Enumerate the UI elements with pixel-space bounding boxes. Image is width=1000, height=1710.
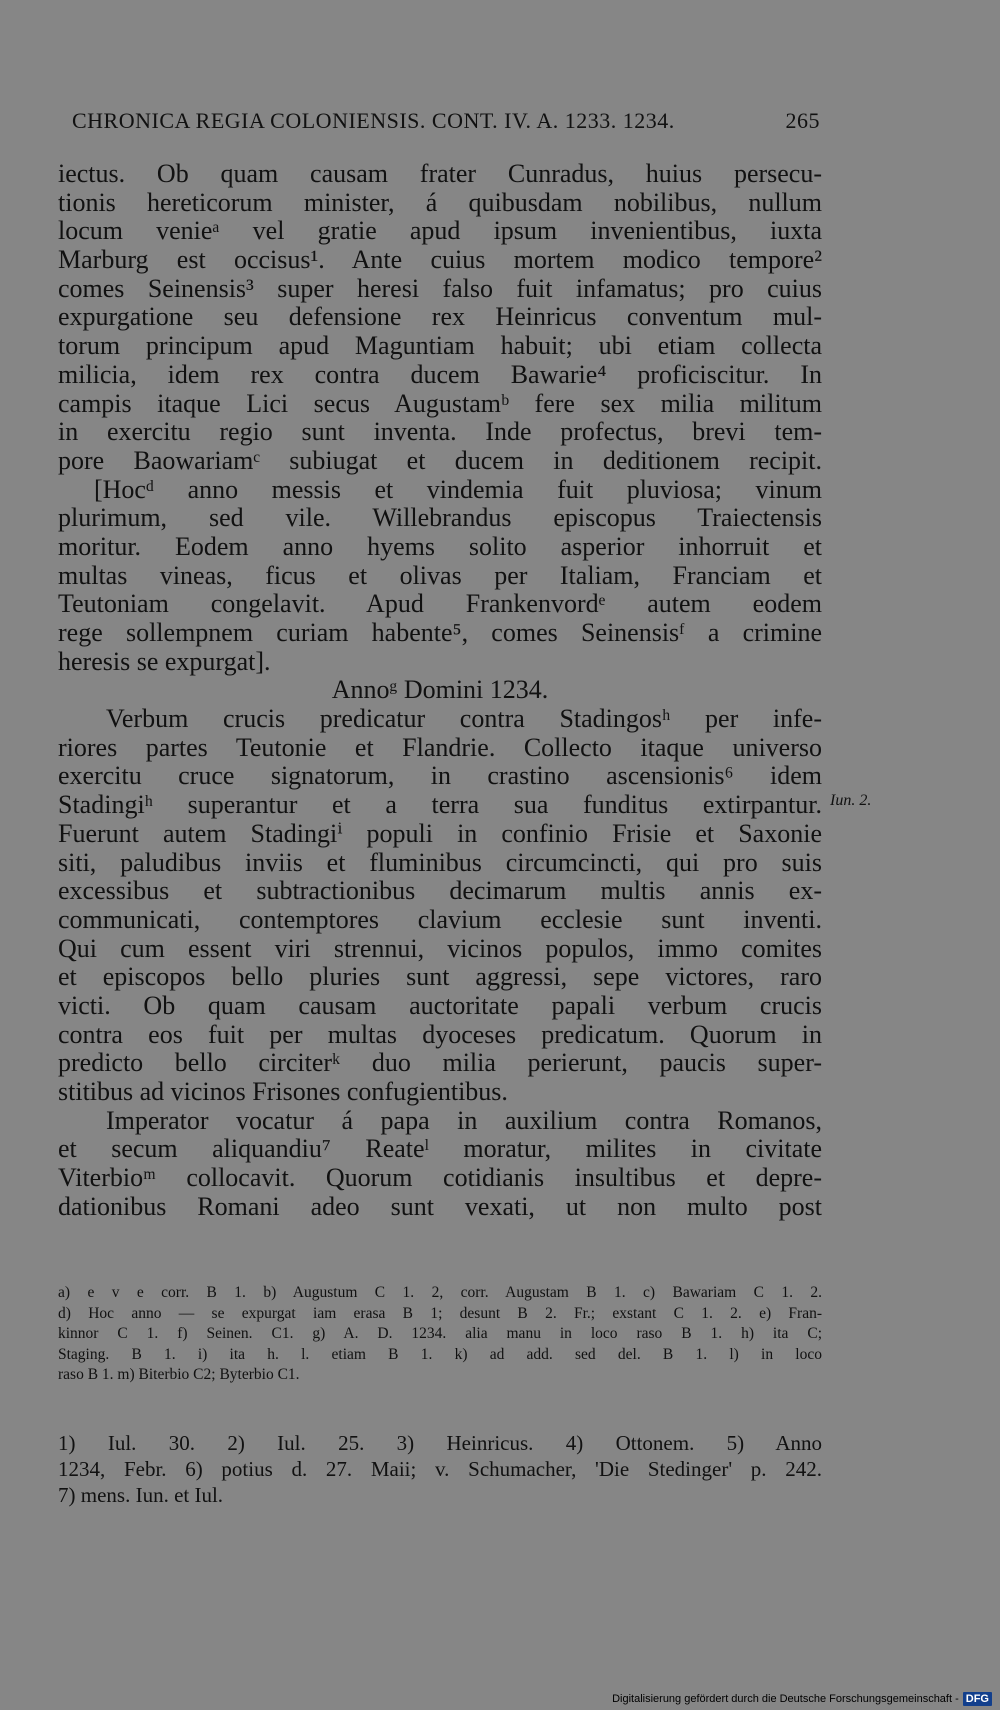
footnote-line: 1) Iul. 30. 2) Iul. 25. 3) Heinricus. 4) Ottonem. 5) Anno	[58, 1431, 822, 1455]
text-line: locum venieᵃ vel gratie apud ipsum invenientibus, iuxta	[58, 216, 822, 246]
variant-note-line: kinnor C 1. f) Seinen. C1. g) A. D. 1234. alia manu in loco raso B 1. h) ita C;	[58, 1325, 822, 1342]
text-line: multas vineas, ficus et olivas per Italiam, Franciam et	[58, 560, 822, 590]
text-line: exercitu cruce signatorum, in crastino ascensionis⁶ idem	[58, 761, 822, 791]
text-line: torum principum apud Maguntiam habuit; ubi etiam collecta	[58, 331, 822, 361]
text-line: siti, paludibus inviis et fluminibus circumcincti, qui pro suis	[58, 847, 822, 877]
page-number: 265	[785, 108, 820, 133]
text-line: dationibus Romani adeo sunt vexati, ut non multo post	[58, 1191, 822, 1221]
text-line: riores partes Teutonie et Flandrie. Collecto itaque universo	[58, 732, 822, 762]
text-line: expurgatione seu defensione rex Heinricus conventum mul-	[58, 302, 822, 332]
text-line: predicto bello circiterᵏ duo milia perierunt, paucis super-	[58, 1048, 822, 1078]
footnote-line: 1234, Febr. 6) potius d. 27. Maii; v. Schumacher, 'Die Stedinger' p. 242.	[58, 1457, 822, 1481]
text-line: Teutoniam congelavit. Apud Frankenvordᵉ autem eodem	[58, 589, 822, 619]
year-heading: Annoᵍ Domini 1234.	[331, 675, 549, 705]
dfg-credit-text: Digitalisierung gefördert durch die Deutsche Forschungsgemeinschaft -	[612, 1693, 959, 1705]
footnote-line: 7) mens. Iun. et Iul.	[58, 1483, 224, 1507]
text-line: excessibus et subtractionibus decimarum multis annis ex-	[58, 876, 822, 906]
margin-date-note: Iun. 2.	[830, 792, 872, 809]
text-line: heresis se expurgat].	[58, 646, 271, 676]
text-line: Fuerunt autem Stadingiⁱ populi in confinio Frisie et Saxonie	[58, 818, 822, 848]
text-line: pore Baowariamᶜ subiugat et ducem in deditionem recipit.	[58, 445, 822, 475]
dfg-logo: DFG	[963, 1692, 992, 1706]
text-line: et secum aliquandiu⁷ Reateˡ moratur, milites in civitate	[58, 1134, 822, 1164]
text-line: Marburg est occisus¹. Ante cuius mortem modico tempore²	[58, 245, 822, 275]
variant-notes	[58, 1283, 822, 1386]
main-text	[58, 160, 822, 1221]
text-line: plurimum, sed vile. Willebrandus episcopus Traiectensis	[58, 503, 822, 533]
text-line: in exercitu regio sunt inventa. Inde profectus, brevi tem-	[58, 417, 822, 447]
text-line: Qui cum essent viri strennui, vicinos populos, immo comites	[58, 933, 822, 963]
text-line: Imperator vocatur á papa in auxilium contra Romanos,	[106, 1105, 822, 1135]
text-line: tionis hereticorum minister, á quibusdam nobilibus, nullum	[58, 187, 822, 217]
text-line: campis itaque Lici secus Augustamᵇ fere sex milia militum	[58, 388, 822, 418]
text-line: moritur. Eodem anno hyems solito asperior inhorruit et	[58, 531, 822, 561]
variant-note-line: a) e v e corr. B 1. b) Augustum C 1. 2, corr. Augustam B 1. c) Bawariam C 1. 2.	[58, 1284, 822, 1301]
text-line: Stadingiʰ superantur et a terra sua funditus extirpantur.	[58, 790, 822, 820]
variant-note-line: d) Hoc anno — se expurgat iam erasa B 1; desunt B 2. Fr.; exstant C 1. 2. e) Fran-	[58, 1304, 822, 1322]
text-line: milicia, idem rex contra ducem Bawarie⁴ proficiscitur. In	[58, 359, 822, 389]
variant-note-line: Staging. B 1. i) ita h. l. etiam B 1. k) ad add. sed del. B 1. l) in loco	[58, 1345, 822, 1363]
text-line: communicati, contemptores clavium ecclesie sunt inventi.	[58, 904, 822, 934]
text-line: victi. Ob quam causam auctoritate papali verbum crucis	[58, 990, 822, 1020]
text-line: comes Seinensis³ super heresi falso fuit infamatus; pro cuius	[58, 273, 822, 303]
dfg-credit-bar	[0, 1688, 1000, 1710]
text-line: et episcopos bello pluries sunt aggressi, sepe victores, raro	[58, 962, 822, 992]
text-line: rege sollempnem curiam habente⁵, comes Seinensisᶠ a crimine	[58, 618, 822, 647]
text-line: stitibus ad vicinos Frisones confugientibus.	[58, 1077, 508, 1106]
running-title: CHRONICA REGIA COLONIENSIS. CONT. IV. A. 1233. 1234.	[72, 108, 675, 133]
text-line: contra eos fuit per multas dyoceses predicatum. Quorum in	[58, 1019, 822, 1049]
variant-note-line: raso B 1. m) Biterbio C2; Byterbio C1.	[58, 1366, 300, 1383]
text-line: Viterbioᵐ collocavit. Quorum cotidianis insultibus et depre-	[58, 1163, 822, 1193]
text-line: [Hocᵈ anno messis et vindemia fuit pluviosa; vinum	[94, 474, 822, 504]
footnotes	[58, 1430, 822, 1508]
text-line: iectus. Ob quam causam frater Cunradus, huius persecu-	[58, 159, 822, 188]
running-header	[72, 108, 820, 134]
text-line: Verbum crucis predicatur contra Stadingosʰ per infe-	[106, 704, 822, 734]
